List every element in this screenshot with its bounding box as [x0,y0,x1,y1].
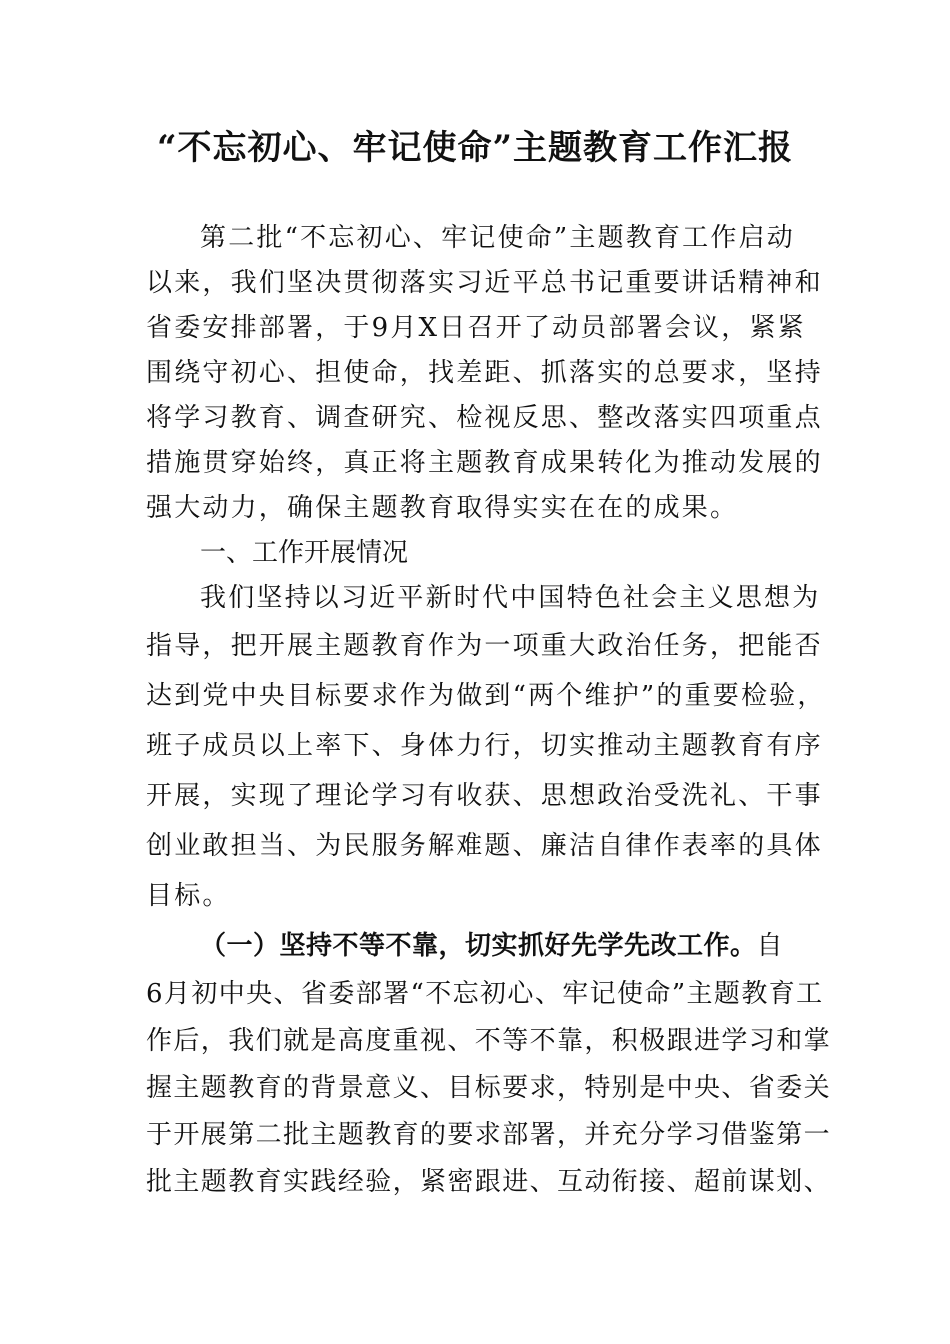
paragraph-3-line-3: 握主题教育的背景意义、目标要求，特别是中央、省委关 [146,1073,832,1103]
document-title: “不忘初心、牢记使命”主题教育工作汇报 [156,128,794,168]
paragraph-2-line-5: 开展，实现了理论学习有收获、思想政治受洗礼、干事 [146,781,823,811]
paragraph-2-line-2: 指导，把开展主题教育作为一项重大政治任务，把能否 [146,631,823,661]
paragraph-1-line-3: 省委安排部署，于9月X日召开了动员部署会议，紧紧 [146,313,806,343]
paragraph-1-line-7: 强大动力，确保主题教育取得实实在在的成果。 [146,493,739,523]
paragraph-3-line-4: 于开展第二批主题教育的要求部署，并充分学习借鉴第一 [146,1120,832,1150]
paragraph-2-line-6: 创业敢担当、为民服务解难题、廉洁自律作表率的具体 [146,831,823,861]
paragraph-2-line-4: 班子成员以上率下、身体力行，切实推动主题教育有序 [146,731,823,761]
subsection-1-heading-tail: 自 [756,931,784,961]
paragraph-1-line-6: 措施贯穿始终，真正将主题教育成果转化为推动发展的 [146,448,823,478]
paragraph-1-line-2: 以来，我们坚决贯彻落实习近平总书记重要讲话精神和 [146,268,823,298]
paragraph-3-line-2: 作后，我们就是高度重视、不等不靠，积极跟进学习和掌 [146,1026,832,1056]
paragraph-2-line-7: 目标。 [146,881,231,911]
paragraph-2-line-3: 达到党中央目标要求作为做到“两个维护”的重要检验， [146,681,826,711]
paragraph-3-line-5: 批主题教育实践经验，紧密跟进、互动衔接、超前谋划、 [146,1167,832,1197]
paragraph-3-line-1: 6月初中央、省委部署“不忘初心、牢记使命”主题教育工 [146,979,824,1009]
paragraph-1-line-5: 将学习教育、调查研究、检视反思、整改落实四项重点 [146,403,823,433]
paragraph-2-line-1: 我们坚持以习近平新时代中国特色社会主义思想为 [200,583,821,613]
section-1-heading: 一、工作开展情况 [200,538,409,568]
subsection-1-heading: （一）坚持不等不靠，切实抓好先学先改工作。 [200,931,757,961]
subsection-1-line [200,926,890,966]
paragraph-1-line-1: 第二批“不忘初心、牢记使命”主题教育工作启动 [200,223,795,253]
paragraph-1-line-4: 围绕守初心、担使命，找差距、抓落实的总要求，坚持 [146,358,823,388]
